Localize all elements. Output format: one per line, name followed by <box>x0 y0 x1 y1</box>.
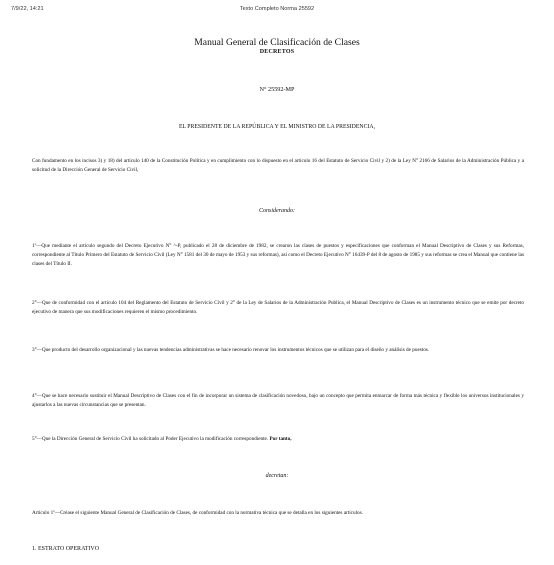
decree-number: N° 25592-MP <box>259 86 295 93</box>
considerando-5-text: 5°—Que la Dirección General de Servicio Civil ha solicitado al Poder Ejecutivo la modificación correspondiente. <box>32 436 269 442</box>
considerando-4: 4°—Que se hace necesario sustituir el Manual Descriptivo de Clases con el fin de incorporar un sistema de clasificación novedoso, bajo un concepto que permita enmarcar de forma más técnica y flexible los universos institucionales y ajustarlos a las nuevas circunstancias que se presentan. <box>32 393 524 408</box>
decretan-heading: decretan: <box>265 473 289 479</box>
print-page-title: Texto Completo Norma 25592 <box>239 6 315 12</box>
issuer-heading: EL PRESIDENTE DE LA REPÚBLICA Y EL MINISTRO DE LA PRESIDENCIA, <box>178 124 376 130</box>
document-title: Manual General de Clasificación de Clases <box>194 37 360 48</box>
section-heading-estrato-operativo: 1. ESTRATO OPERATIVO <box>32 546 100 552</box>
print-datetime: 7/9/22, 14:21 <box>11 6 44 12</box>
considerando-1: 1º—Que mediante el artículo segundo del Decreto Ejecutivo N° ^-P, publicado el 28 de diciembre de 1982, se crearon las clases de puestos y especificaciones que conforman el Manual Descriptivo de Clases y sus Reformas, correspondiente al Título Primero del Estatuto de Servicio Civil (Ley N° 1581 del 30 de mayo de 1953 y sus reformas), así como el Decreto Ejecutivo N° 16439-P del 8 de agosto de 1985 y sus reformas se crea el Manual que contiene las clases del Título II. <box>32 243 524 267</box>
intro-paragraph: Con fundamento en los incisos 3) y 18) del artículo 140 de la Constitución Política y en cumplimiento con lo dispuesto en el artículo 16 del Estatuto de Servicio Civil y 2) de la Ley N° 2166 de Salarios de la Administración Pública y a solicitud de la Dirección General de Servicio Civil, <box>32 158 524 173</box>
considerando-heading: Considerando: <box>259 208 295 214</box>
considerando-3: 3°—Que producto del desarrollo organizacional y las nuevas tendencias administrativas se hace necesario renovar los instrumentos técnicos que se utilizan para el diseño y análisis de puestos. <box>32 347 430 353</box>
document-subtitle: DECRETOS <box>259 49 295 55</box>
article-1: Artículo 1º—Créase el siguiente Manual General de Clasificación de Clases, de conformidad con la normativa técnica que se detalla en los siguientes artículos. <box>32 510 363 516</box>
considerando-5 <box>32 435 524 444</box>
por-tanto: Por tanto, <box>269 436 292 442</box>
considerando-2: 2°—Que de conformidad con el artículo 104 del Reglamento del Estatuto de Servicio Civil y 2° de la Ley de Salarios de la Administración Publica, el Manual Descriptivo de Clases es un instrumento técnico que se emite por decreto ejecutivo de manera que sus modificaciones requieren el mismo procedimiento. <box>32 300 524 315</box>
